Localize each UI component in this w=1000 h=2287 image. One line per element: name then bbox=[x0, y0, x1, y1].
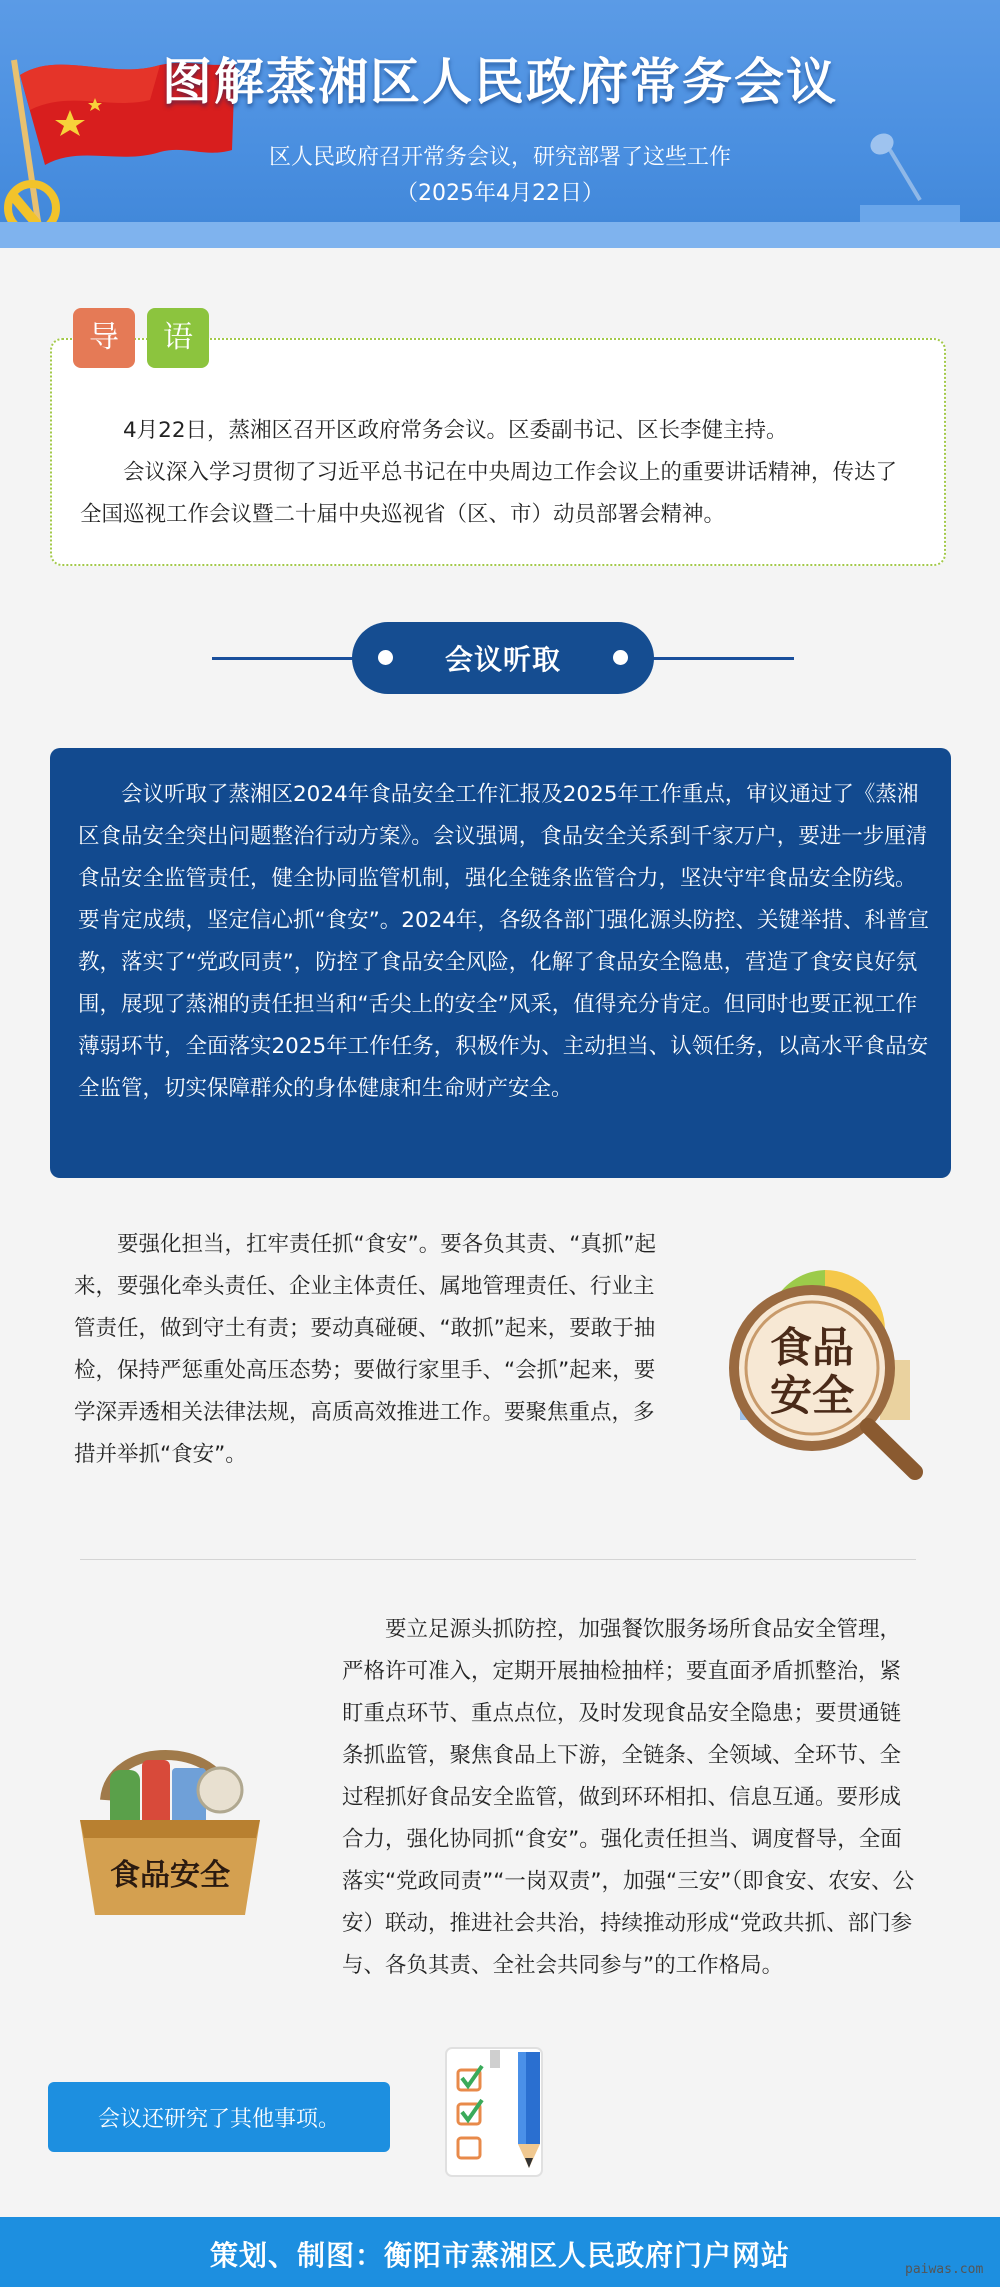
section-divider bbox=[80, 1559, 916, 1560]
section-line-left bbox=[212, 657, 362, 660]
page-subtitle: 区人民政府召开常务会议，研究部署了这些工作 bbox=[268, 145, 731, 170]
intro-badge-1: 导 bbox=[73, 308, 135, 368]
meeting-date: （2025年4月22日） bbox=[396, 181, 604, 206]
illustration-text-3: 食品安全 bbox=[110, 1858, 230, 1893]
footer bbox=[0, 2217, 1000, 2287]
summary-box bbox=[50, 748, 951, 1178]
food-safety-magnifier-icon bbox=[700, 1250, 930, 1480]
section-heading-text: 会议听取 bbox=[444, 643, 561, 676]
illustration-text-2: 安全 bbox=[769, 1371, 855, 1420]
checklist-pencil-icon bbox=[440, 2042, 560, 2182]
section-heading bbox=[352, 622, 654, 694]
watermark: paiwas.com bbox=[905, 2262, 984, 2277]
food-basket-icon bbox=[60, 1720, 280, 1930]
measures-paragraph: 要立足源头抓防控，加强餐饮服务场所食品安全管理，严格许可准入，定期开展抽检抽样；要直面矛盾抓整治，紧盯重点环节、重点点位，及时发现食品安全隐患；要贯通链条抓监管，聚焦食品上下游，全链条、全领域、全环节、全过程抓好食品安全监管，做到环环相扣、信息互通。要形成合力，强化协同抓“食安”。强化责任担当、调度督导，全面落实“党政同责”“一岗双责”，加强“三安”（即食安、农安、公安）联动，推进社会共治，持续推动形成“党政共抓、部门参与、各负其责、全社会共同参与”的工作格局。 bbox=[342, 1617, 915, 1978]
other-matters-button[interactable]: 会议还研究了其他事项。 bbox=[48, 2082, 390, 2152]
intro-box bbox=[50, 338, 946, 566]
intro-badge-2: 语 bbox=[147, 308, 209, 368]
intro-paragraph-2: 会议深入学习贯彻了习近平总书记在中央周边工作会议上的重要讲话精神，传达了全国巡视工作会议暨二十届中央巡视省（区、市）动员部署会精神。 bbox=[80, 460, 898, 527]
responsibility-paragraph: 要强化担当，扛牢责任抓“食安”。要各负其责、“真抓”起来，要强化牵头责任、企业主体责任、属地管理责任、行业主管责任，做到守土有责；要动真碰硬、“敢抓”起来，要敢于抽检，保持严惩重处高压态势；要做行家里手、“会抓”起来，要学深弄透相关法律法规，高质高效推进工作。要聚焦重点，多措并举抓“食安”。 bbox=[74, 1232, 657, 1467]
footer-credit: 策划、制图：衡阳市蒸湘区人民政府门户网站 bbox=[209, 2239, 790, 2272]
page-title: 图解蒸湘区人民政府常务会议 bbox=[162, 52, 838, 111]
dot-icon bbox=[613, 650, 628, 665]
illustration-text-1: 食品 bbox=[769, 1323, 855, 1372]
header-band bbox=[0, 222, 1000, 248]
section-line-right bbox=[646, 657, 794, 660]
header-banner bbox=[0, 0, 1000, 248]
summary-paragraph: 会议听取了蒸湘区2024年食品安全工作汇报及2025年工作重点，审议通过了《蒸湘区食品安全突出问题整治行动方案》。会议强调，食品安全关系到千家万户，要进一步厘清食品安全监管责任，健全协同监管机制，强化全链条监管合力，坚决守牢食品安全防线。要肯定成绩，坚定信心抓“食安”。2024年，各级各部门强化源头防控、关键举措、科普宣教，落实了“党政同责”，防控了食品安全风险，化解了食品安全隐患，营造了食安良好氛围，展现了蒸湘的责任担当和“舌尖上的安全”风采，值得充分肯定。但同时也要正视工作薄弱环节，全面落实2025年工作任务，积极作为、主动担当、认领任务，以高水平食品安全监管，切实保障群众的身体健康和生命财产安全。 bbox=[78, 782, 929, 1101]
intro-paragraph-1: 4月22日，蒸湘区召开区政府常务会议。区委副书记、区长李健主持。 bbox=[123, 418, 788, 443]
